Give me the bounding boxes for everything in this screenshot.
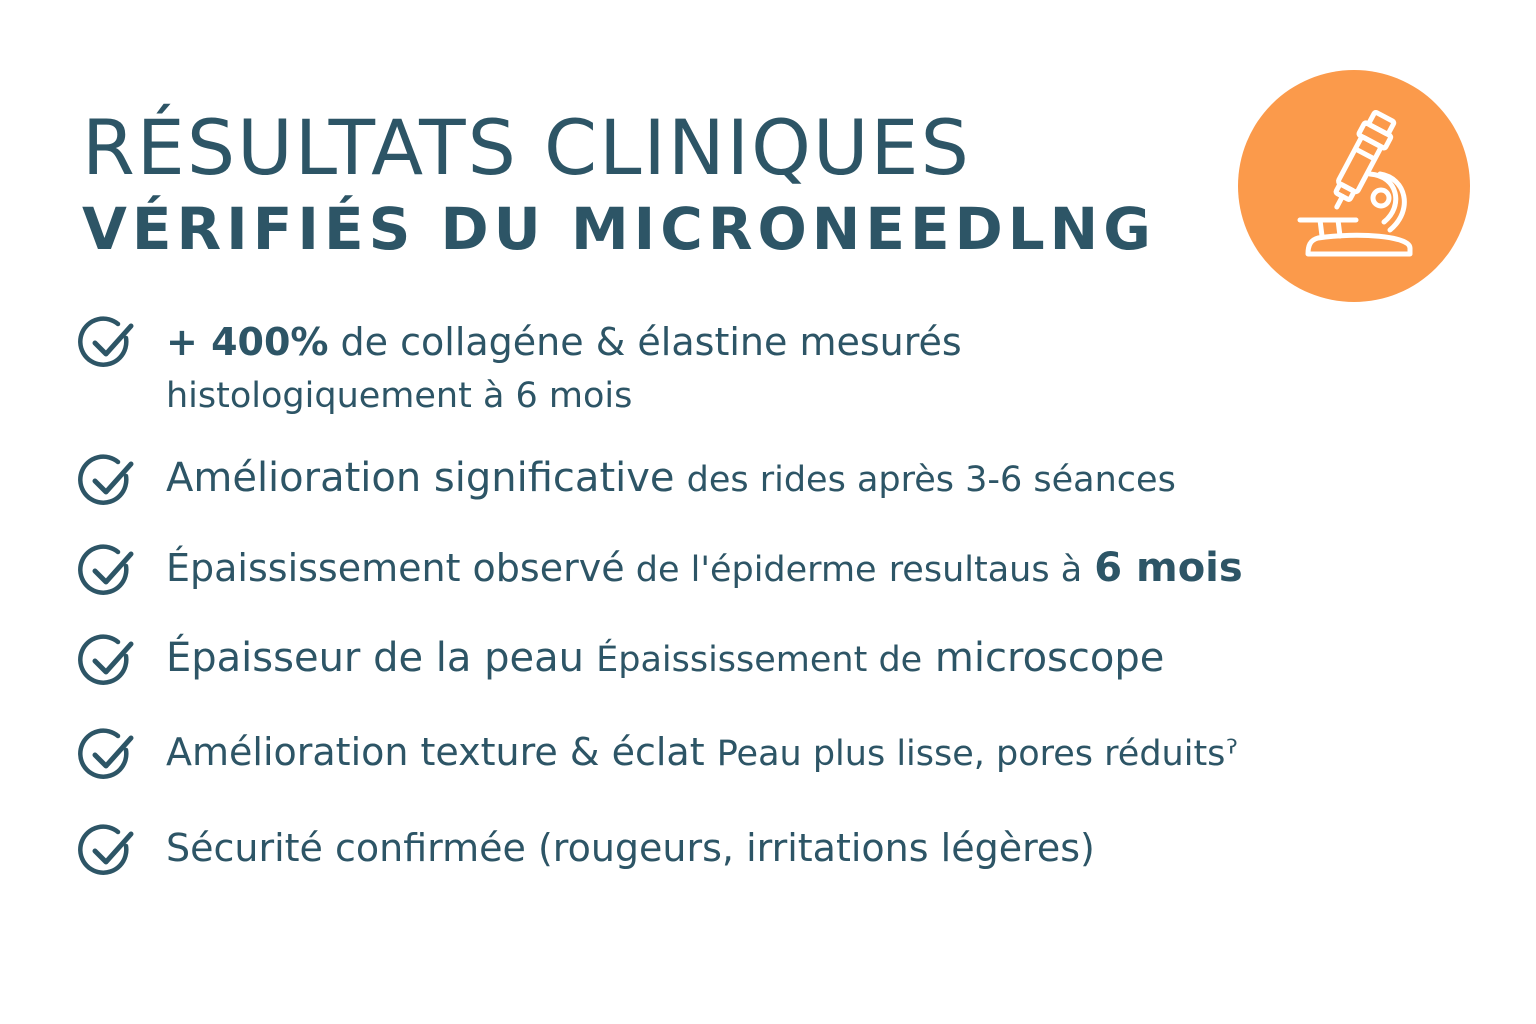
microscope-icon	[1238, 70, 1470, 302]
item-text	[166, 726, 1238, 780]
item-highlight: 6 mois	[1094, 545, 1243, 591]
title-line-2: VÉRIFIÉS DU MICRONEEDLNG	[82, 195, 1156, 263]
item-text-part: Amélioration texture & éclat	[166, 730, 705, 774]
item-subline: histologiquement à 6 mois	[166, 376, 633, 416]
page-title	[82, 103, 1156, 263]
item-text	[166, 632, 1164, 686]
item-text-part: Amélioration significative	[166, 455, 675, 501]
item-mark: ˀ	[1225, 734, 1239, 774]
item-text-part: microscope	[922, 635, 1165, 681]
check-circle-icon	[78, 632, 138, 692]
title-line-1: RÉSULTATS CLINIQUES	[82, 103, 971, 192]
item-text-part: de l'épiderme	[624, 550, 877, 590]
item-text-part: Peau plus lisse, pores réduits	[716, 734, 1226, 774]
check-circle-icon	[78, 452, 138, 512]
item-text-part: resultaus à	[888, 550, 1083, 590]
microscope-badge	[1238, 70, 1470, 302]
item-text: Sécurité confirmée (rougeurs, irritations légères)	[166, 826, 1095, 870]
item-text	[166, 542, 1243, 596]
item-text-part: de collagéne & élastine mesurés	[328, 320, 962, 364]
check-circle-icon	[78, 314, 138, 374]
item-highlight: + 400%	[166, 320, 329, 364]
item-text-part: des rides après 3-6 séances	[686, 460, 1176, 500]
check-circle-icon	[78, 726, 138, 786]
item-text	[166, 316, 962, 368]
item-text-part: Épaisseur de la peau	[166, 635, 585, 681]
item-text-part: Épaississement observé	[166, 546, 625, 590]
check-circle-icon	[78, 542, 138, 602]
item-text-part: Épaississement de	[596, 640, 923, 680]
item-text	[166, 452, 1176, 506]
check-circle-icon	[78, 822, 138, 882]
